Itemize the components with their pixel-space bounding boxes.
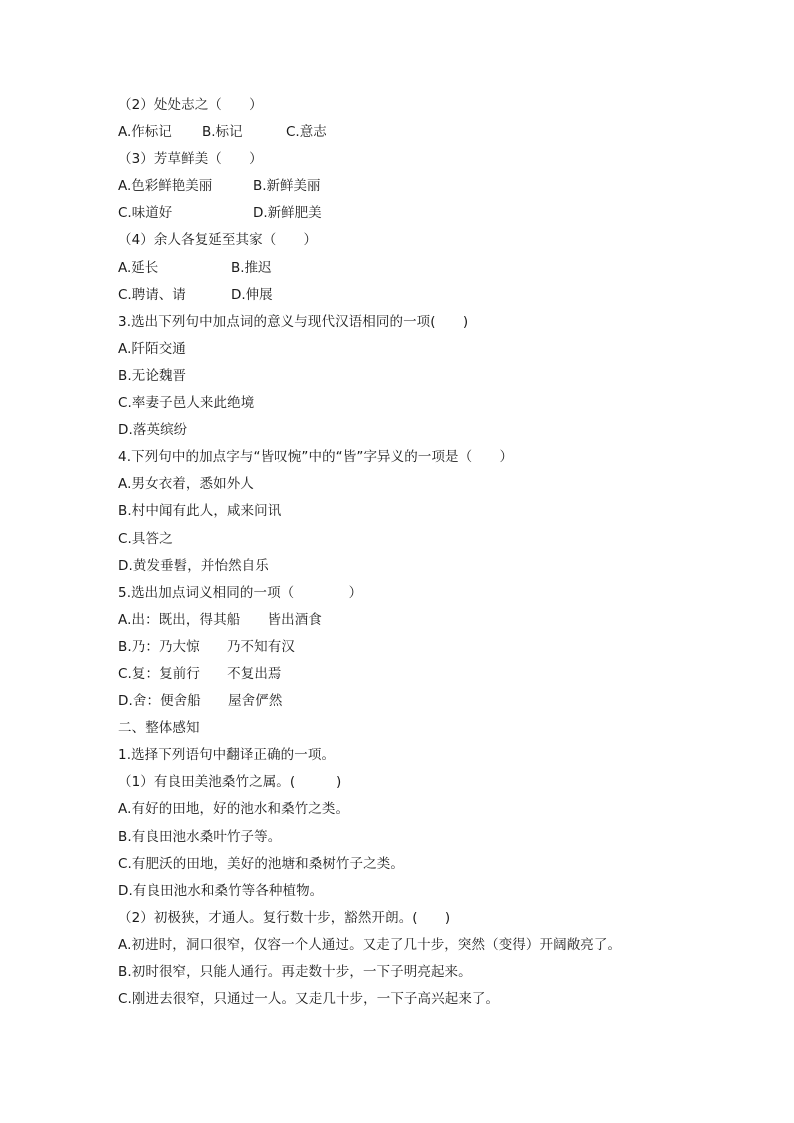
section-heading: 二、整体感知: [118, 720, 200, 737]
question-stem: （2）处处志之（ ）: [118, 97, 263, 113]
option-d: D.黄发垂髫，并怡然自乐: [118, 557, 269, 574]
question-stem: 3.选出下列句中加点词的意义与现代汉语相同的一项( ): [118, 313, 469, 330]
option-b: B.初时很窄，只能人通行。再走数十步，一下子明亮起来。: [118, 964, 472, 980]
option-a: A.阡陌交通: [118, 340, 186, 357]
option-c: C.有肥沃的田地，美好的池塘和桑树竹子之类。: [118, 855, 404, 872]
option-a: A.延长: [118, 259, 159, 276]
option-row: [118, 173, 758, 200]
option-b: B.推迟: [231, 259, 272, 276]
question-stem: 1.选择下列语句中翻译正确的一项。: [118, 747, 336, 764]
question-stem: 4.下列句中的加点字与“皆叹惋”中的“皆”字异义的一项是（ ）: [118, 449, 514, 466]
option-b: B.乃：乃大惊 乃不知有汉: [118, 638, 295, 655]
question-stem: （4）余人各复延至其家（ ）: [118, 232, 318, 249]
option-c: C.复：复前行 不复出焉: [118, 665, 282, 682]
option-d: D.新鲜肥美: [253, 205, 322, 222]
document-content: [118, 92, 758, 1013]
option-a: A.出：既出，得其船 皆出酒食: [118, 611, 322, 628]
option-d: D.有良田池水和桑竹等各种植物。: [118, 882, 324, 899]
option-row: [118, 119, 758, 146]
option-row: [118, 255, 758, 282]
option-a: A.男女衣着，悉如外人: [118, 476, 254, 493]
option-c: C.意志: [286, 124, 327, 141]
option-b: B.标记: [202, 124, 243, 141]
option-d: D.落英缤纷: [118, 422, 188, 439]
option-row: [118, 282, 758, 309]
option-c: C.率妻子邑人来此绝境: [118, 395, 255, 412]
option-b: B.有良田池水桑叶竹子等。: [118, 828, 282, 845]
option-c: C.聘请、请: [118, 286, 186, 303]
question-stem: 5.选出加点词义相同的一项（ ）: [118, 584, 363, 601]
option-b: B.无论魏晋: [118, 367, 187, 384]
option-b: B.村中闻有此人，咸来问讯: [118, 503, 282, 520]
option-d: D.伸展: [231, 286, 273, 303]
question-stem: （3）芳草鲜美（ ）: [118, 151, 263, 168]
option-c: C.具答之: [118, 530, 173, 547]
option-a: A.作标记: [118, 124, 172, 141]
option-a: A.有好的田地，好的池水和桑竹之类。: [118, 801, 350, 818]
sub-question-stem: （1）有良田美池桑竹之属。( ): [118, 774, 342, 791]
option-d: D.舍：便舍船 屋舍俨然: [118, 693, 283, 710]
option-a: A.初进时，洞口很窄，仅容一个人通过。又走了几十步，突然（变得）开阔敞亮了。: [118, 936, 622, 953]
sub-question-stem: （2）初极狭，才通人。复行数十步，豁然开朗。( ): [118, 909, 451, 926]
option-row: [118, 200, 758, 227]
option-c: C.味道好: [118, 205, 173, 222]
option-c: C.刚进去很窄，只通过一人。又走几十步，一下子高兴起来了。: [118, 991, 500, 1008]
option-b: B.新鲜美丽: [253, 178, 321, 195]
option-a: A.色彩鲜艳美丽: [118, 178, 213, 195]
